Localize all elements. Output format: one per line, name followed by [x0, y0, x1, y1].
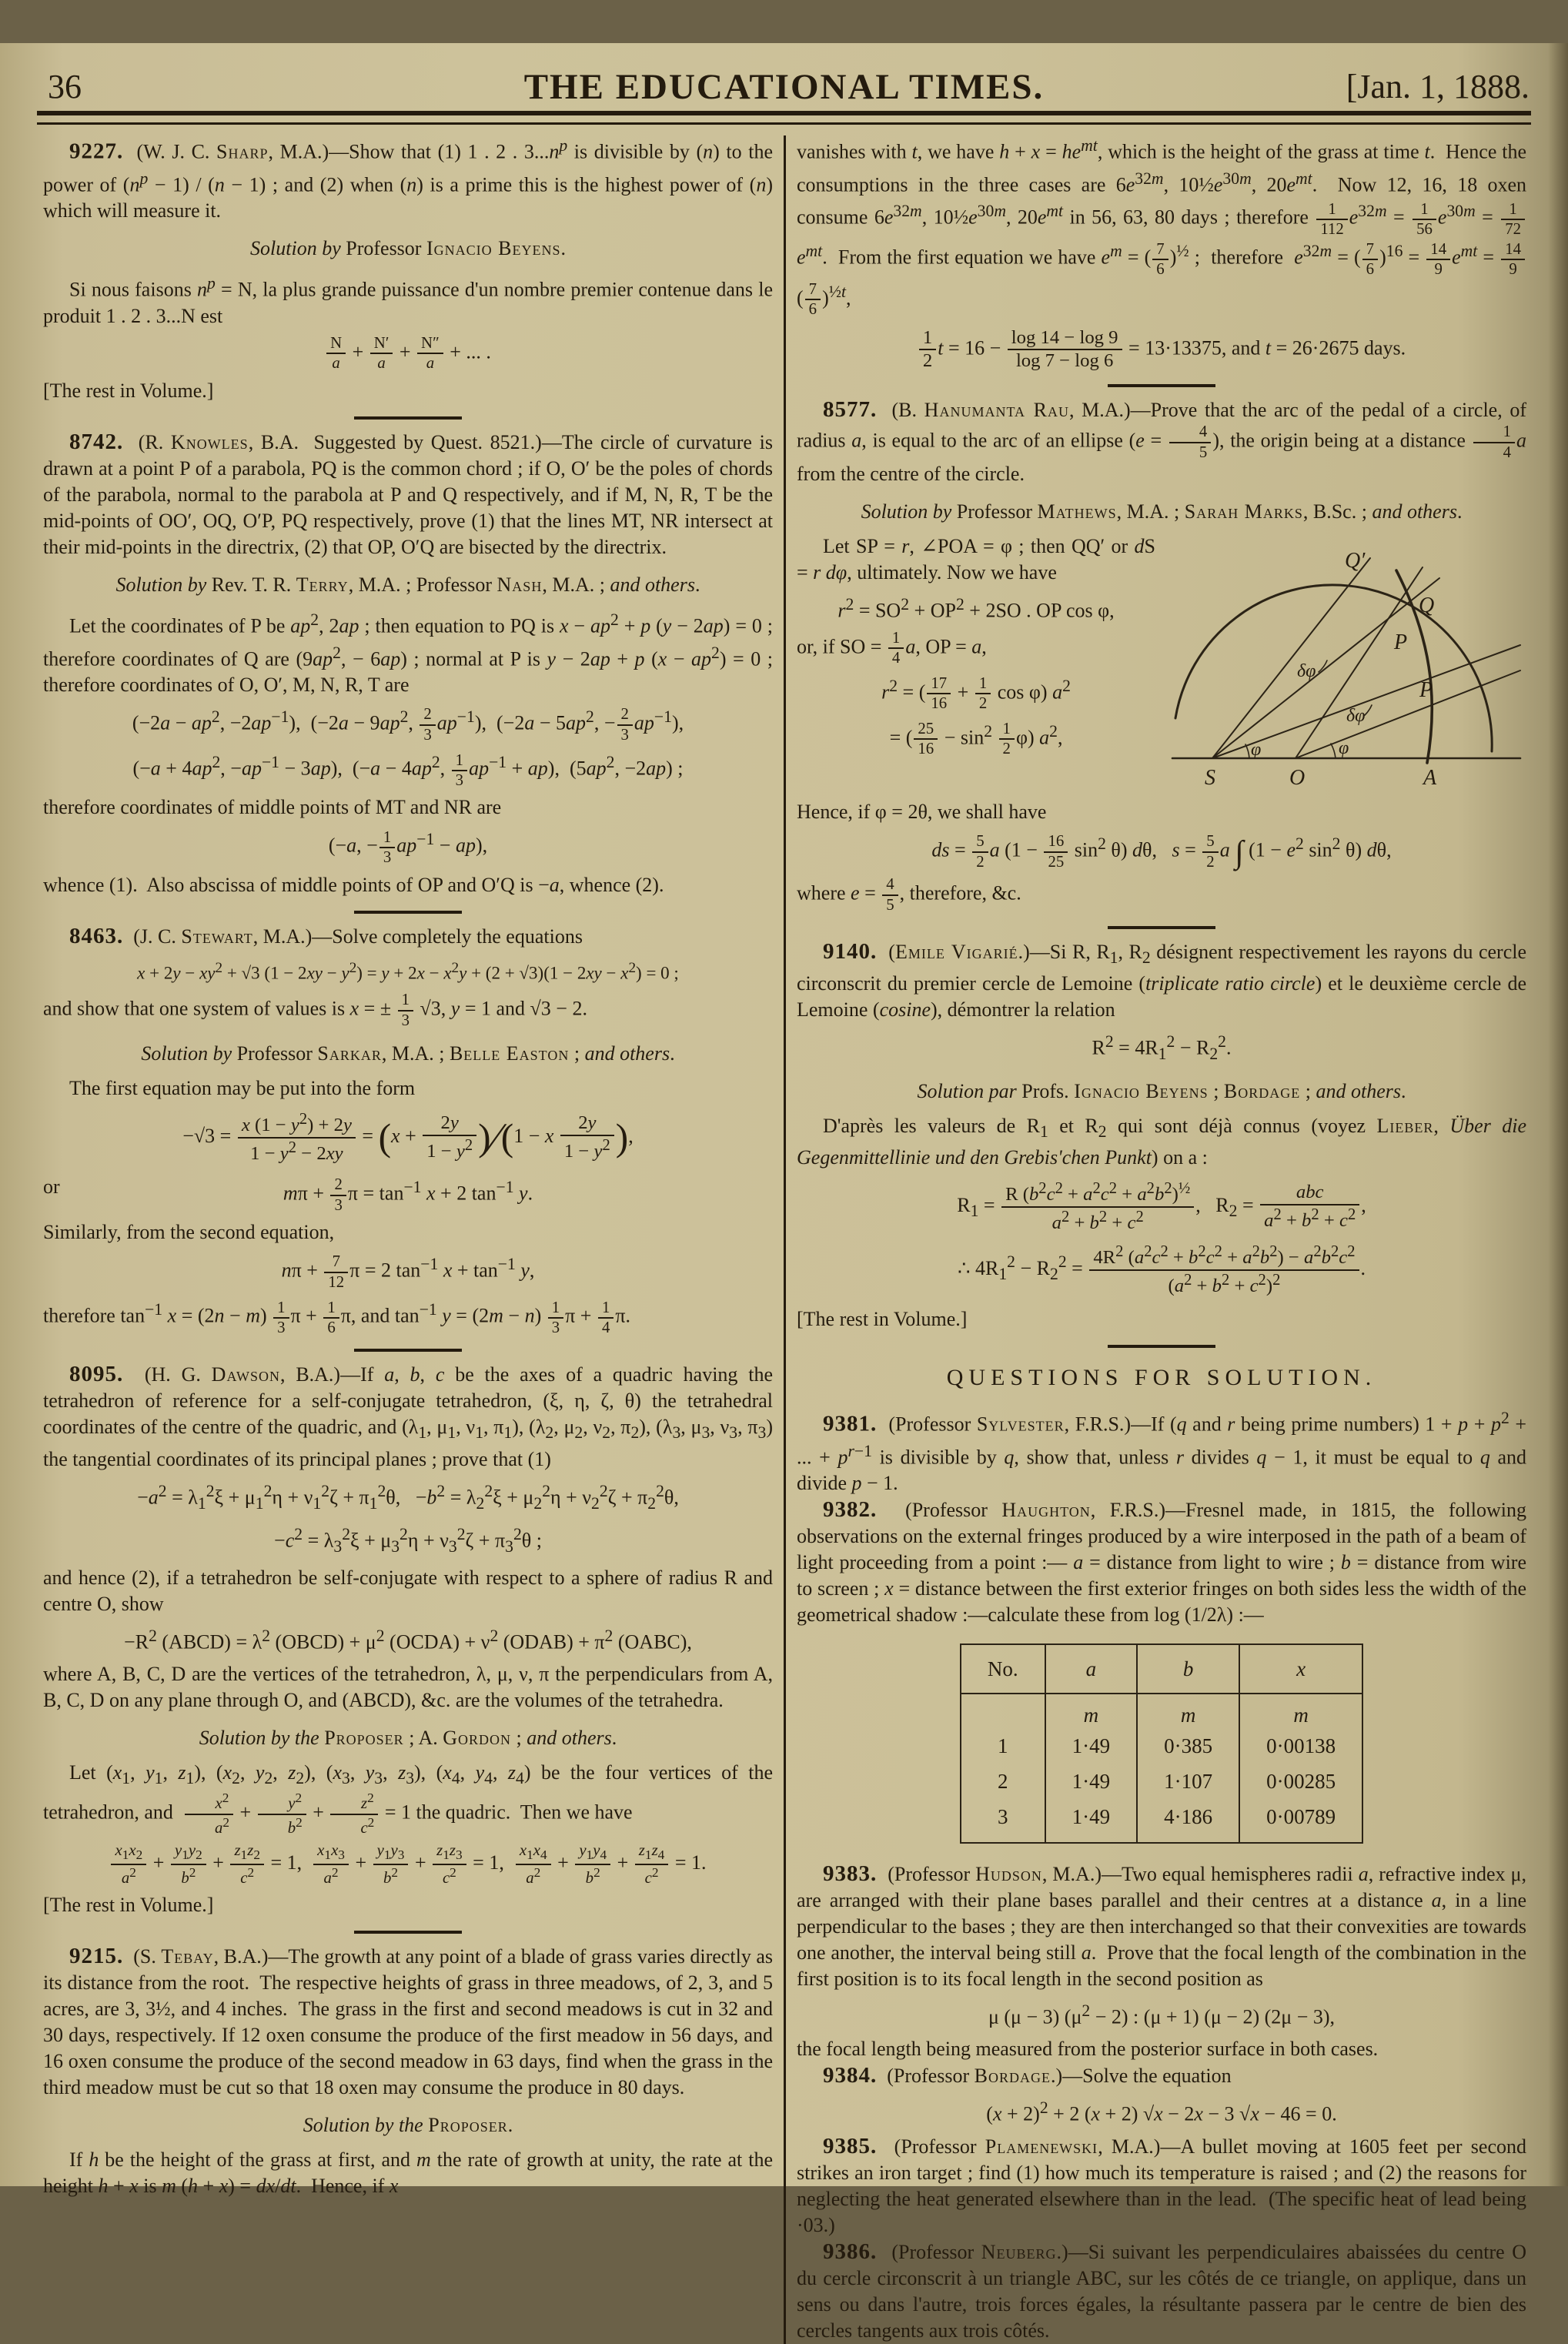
- table-cell: 0·385: [1137, 1728, 1239, 1764]
- question-paragraph: 9383. (Professor Hudson, M.A.)—Two equal hemispheres radii a, refractive index μ, are arranged with their plane bases parallel and their centres at a distance a, in a line perpendicular to the bases ; they are then interchanged so that their convexities are towards one another, the interval being still a. Prove that the focal length of the combination in the first position is to its focal length in the second position as: [797, 1861, 1526, 1991]
- stacked-fraction: $\frac{x_1x_3}{a^2}$: [313, 1842, 349, 1887]
- body-paragraph: where e = $\frac{4}{5}$ , therefore, &c.: [797, 875, 1021, 914]
- stacked-fraction: $\frac{16}{25}$: [1044, 833, 1068, 871]
- right-column: [797, 132, 1526, 2344]
- stacked-fraction: $\frac{4}{5}$: [882, 876, 898, 914]
- figure-label-q: Q: [1419, 593, 1435, 617]
- math-formula: −√3 = $\frac{x (1 - y^2) + 2y}{1 - y^2 - 2xy}$ = (x + $\frac{2y}{1 - y^2}$ )∕(1 − x $\frac{2y}{1 - y^2}$ ),: [182, 1111, 634, 1165]
- question-number: 9215.: [69, 1944, 124, 1969]
- figure-label-delta-phi-2: δφ: [1346, 705, 1366, 726]
- stacked-fraction: $\frac{z_1z_2}{c^2}$: [230, 1842, 264, 1887]
- stacked-fraction: $\frac{1}{3}$: [398, 991, 413, 1029]
- figure-label-p-upper: P: [1394, 630, 1408, 654]
- table-row: [961, 1764, 1362, 1799]
- person-name: Mathews: [1037, 500, 1117, 523]
- body-paragraph: or, if SO = $\frac{1}{4}$ a, OP = a,: [797, 628, 987, 667]
- section-divider-rule: [43, 1346, 773, 1352]
- question-paragraph: 9384. (Professor Bordage.)—Solve the equation: [823, 2062, 1232, 2088]
- math-formula: $R_1$ = $\frac{R (b^2c^2 + a^2c^2 + a^2b^2)^{\frac{1}{2}}}{a^2 + b^2 + c^2}$ , $R_2$ = abc $a^2 + b^2 + c^2$ ,: [957, 1180, 1366, 1234]
- stacked-fraction: $\frac{5}{2}$: [1202, 833, 1218, 871]
- question-number: 9385.: [823, 2133, 878, 2158]
- question-number: 9384.: [823, 2062, 878, 2088]
- section-divider-rule: [43, 908, 773, 914]
- body-paragraph: Let ($x_1$, $y_1$, $z_1$), ($x_2$, $y_2$, $z_2$), ($x_3$, $y_3$, $z_3$), ($x_4$, $y_4$, $z_4$) be the four vertices of the tetrahedron, and $\frac{x^2}{a^2}$ + $\frac{y^2}{b^2}$ + $\frac{z^2}{c^2}$ = 1 the quadric. Then we have: [43, 1761, 774, 1837]
- table-cell: 0·00789: [1239, 1799, 1362, 1843]
- stacked-fraction: $\frac{x_1x_2}{a^2}$: [111, 1842, 146, 1887]
- question-paragraph: 9140. (Emile Vigarié.)—Si R, $R_1$, $R_2$ désignent respectivement les rayons du cercle circonscrit du premier cercle de Lemoine (triplicate ratio circle) et le deuxième cercle de Lemoine (cosine), démontrer la relation: [797, 939, 1526, 1022]
- person-name: Proposer: [428, 2114, 508, 2137]
- person-name: Belle Easton: [449, 1042, 570, 1065]
- figure-label-s: S: [1205, 765, 1215, 790]
- person-name: Gordon: [443, 1726, 512, 1749]
- person-name: Lieber: [1376, 1115, 1434, 1138]
- math-formula: $x + 2y - xy^2 + √3$ $(1 - 2xy - y^2) = y + 2x - x^2y + (2 + √3)(1 - 2xy - x^2) = 0$ ;: [137, 959, 679, 983]
- stacked-fraction: $\frac{1}{3}$: [273, 1299, 289, 1337]
- question-number: 8742.: [69, 429, 124, 454]
- body-paragraph: Hence, if φ = 2θ, we shall have: [797, 800, 1047, 823]
- table-cell: 0·00138: [1239, 1728, 1362, 1764]
- fresnel-observations-table: [797, 1643, 1526, 1844]
- math-formula: (−a, − $\frac{1}{3}$ $ap^{-1} - ap$),: [328, 828, 488, 867]
- body-paragraph: and hence (2), if a tetrahedron be self-conjugate with respect to a sphere of radius R and centre O, show: [43, 1567, 773, 1616]
- unit-cell: m: [1045, 1694, 1138, 1728]
- stacked-fraction: $\frac{1}{3}$: [379, 829, 395, 867]
- stacked-fraction: $\frac{x_1x_4}{a^2}$: [516, 1842, 551, 1887]
- stacked-fraction: $\frac{1}{56}$: [1413, 201, 1436, 239]
- stacked-fraction: $\frac{N'}{a}$: [370, 335, 393, 373]
- body-paragraph: therefore coordinates of middle points of MT and NR are: [43, 796, 502, 819]
- figure-label-q-prime: Q′: [1345, 548, 1366, 573]
- question-paragraph: 9385. (Professor Plamenewski, M.A.)—A bullet moving at 1605 feet per second strikes an iron target ; find (1) how much its temperature is raised ; and (2) the reasons for neglecting the heat generated elsewhere than in the lead. (The specific heat of lead being ·03.): [797, 2133, 1526, 2236]
- stacked-fraction: $\frac{17}{16}$: [927, 675, 951, 713]
- stacked-fraction: $\frac{z_1z_4}{c^2}$: [635, 1842, 669, 1887]
- body-paragraph: whence (1). Also abscissa of middle points of OP and O′Q is −a, whence (2).: [43, 873, 664, 896]
- person-name: Dawson: [211, 1363, 281, 1386]
- stacked-fraction: $\frac{1}{6}$: [323, 1299, 339, 1337]
- solution-attribution: Solution by Rev. T. R. Terry, M.A. ; Professor Nash, M.A. ; and others.: [115, 573, 700, 596]
- question-paragraph: 9227. (W. J. C. Sharp, M.A.)—Show that (1) 1 . 2 . $3...n^p$ is divisible by (n) to the power of $(n^p - 1) / (n - 1)$ ; and (2) when (n) is a prime this is the highest power of (n) which will measure it.: [43, 136, 773, 222]
- page-header: [0, 43, 1568, 107]
- stacked-fraction: $\frac{14}{9}$: [1426, 241, 1450, 279]
- question-paragraph: 9215. (S. Tebay, B.A.)—The growth at any point of a blade of grass varies directly as its distance from the root. The respective heights of grass in three meadows, of 2, 3, and 5 acres, are 3, 3½, and 4 inches. The grass in the first and second meadows is cut in 32 and 30 days, respectively. If 12 oxen consume the produce of the first meadow in 56 days, and 16 oxen consume the produce of the second meadow in 63 days, find when the grass in the third meadow must be cut so that 18 oxen may consume the produce in 80 days.: [43, 1944, 773, 2099]
- body-paragraph: If h be the height of the grass at first, and m the rate of growth at unity, the rate at the height h + x is m (h + x) = dx/dt. Hence, if x: [43, 2148, 773, 2198]
- section-divider-rule: [43, 413, 773, 420]
- person-name: Proposer: [324, 1726, 404, 1749]
- question-paragraph: 8463. (J. C. Stewart, M.A.)—Solve completely the equations: [69, 923, 583, 948]
- body-paragraph: The first equation may be put into the form: [69, 1077, 416, 1100]
- body-paragraph: the focal length being measured from the posterior surface in both cases.: [797, 2037, 1379, 2060]
- stacked-fraction: $\frac{7}{6}$: [1152, 241, 1168, 279]
- left-column: [43, 132, 773, 2199]
- stacked-fraction: $\frac{7}{6}$: [1362, 241, 1378, 279]
- person-name: Sarah Marks: [1184, 500, 1303, 523]
- person-name: Ignacio Beyens: [1074, 1080, 1209, 1103]
- stacked-fraction: $\frac{1}{2}$: [999, 721, 1015, 758]
- table-cell: 4·186: [1137, 1799, 1239, 1843]
- person-name: Tebay: [161, 1945, 214, 1968]
- person-name: Hudson: [975, 1863, 1042, 1886]
- stacked-fraction: $\frac{1}{2}$: [975, 675, 991, 713]
- math-formula: ∴ $4R_1^2 - R_2^2$ = $\frac{4R^2 (a^2c^2 + b^2c^2 + a^2b^2) - a^2b^2c^2}{(a^2 + b^2 + c^2)^2}$ .: [957, 1243, 1366, 1297]
- math-formula: $R^2 = 4R_1^2 - R_2^2$.: [1092, 1032, 1232, 1064]
- person-name: Ignacio Beyens: [426, 237, 561, 260]
- person-name: Knowles: [170, 430, 249, 453]
- issue-date: [Jan. 1, 1888.: [1346, 68, 1530, 105]
- stacked-fraction: $\frac{1}{2}$: [919, 328, 936, 372]
- questions-for-solution-heading: QUESTIONS FOR SOLUTION.: [946, 1364, 1377, 1390]
- stacked-fraction: abc $a^2 + b^2 + c^2$: [1260, 1182, 1359, 1232]
- table-cell: 1·107: [1137, 1764, 1239, 1799]
- stacked-fraction: $\frac{1}{72}$: [1501, 201, 1525, 239]
- table-cell: 1: [998, 1734, 1008, 1758]
- math-formula: $r^2 = SO^2 + OP^2 + 2SO$ . OP cos φ,: [837, 594, 1115, 622]
- body-paragraph: [The rest in Volume.]: [43, 379, 214, 402]
- journal-page: [0, 43, 1568, 2342]
- question-number: 8577.: [823, 397, 878, 423]
- stacked-fraction: $\frac{1}{112}$: [1316, 201, 1347, 239]
- table-header: No.: [961, 1644, 1045, 1694]
- stacked-fraction: $\frac{1}{3}$: [452, 752, 467, 790]
- person-name: Sylvester: [976, 1413, 1065, 1436]
- person-name: Terry: [296, 573, 349, 596]
- stacked-fraction: $\frac{2}{3}$: [330, 1176, 346, 1214]
- section-divider-rule: [797, 381, 1526, 387]
- table-cell: 1·49: [1045, 1799, 1138, 1843]
- solution-attribution: Solution by Professor Ignacio Beyens.: [250, 237, 566, 260]
- question-number: 9227.: [69, 139, 124, 164]
- stacked-fraction: $\frac{z^2}{c^2}$: [330, 1791, 378, 1837]
- question-paragraph: 9382. (Professor Haughton, F.R.S.)—Fresnel made, in 1815, the following observations on the external fringes produced by a wire interposed in the path of a beam of light proceeding from a point :— a = distance from light to wire ; b = distance from wire to screen ; x = distance between the first exterior fringes on both sides less the width of the geometrical shadow :—calculate these from log (1/2λ) :—: [797, 1497, 1527, 1627]
- body-paragraph: D'après les valeurs de $R_1$ et $R_2$ qui sont déjà connus (voyez Lieber, Über die Gegenmittellinie und den Grebis'chen Punkt) on a :: [797, 1115, 1527, 1169]
- question-number: 8095.: [69, 1362, 124, 1387]
- stacked-fraction: $\frac{1}{4}$: [1473, 423, 1515, 461]
- stacked-fraction: $\frac{y_1y_4}{b^2}$: [575, 1842, 610, 1887]
- solution-attribution: Solution by the Proposer.: [303, 2114, 513, 2137]
- stacked-fraction: $\frac{2}{3}$: [617, 706, 633, 744]
- solution-attribution: Solution by Professor Sarkar, M.A. ; Belle Easton ; and others.: [141, 1042, 675, 1065]
- table-header: a: [1045, 1644, 1138, 1694]
- math-formula: or mπ + $\frac{2}{3}$ $\pi = \tan^{-1} x + 2$ $\tan^{-1} y$.: [43, 1175, 533, 1214]
- page-title: THE EDUCATIONAL TIMES.: [523, 67, 1045, 107]
- math-formula: $\frac{N}{a}$ + $\frac{N'}{a}$ + $\frac{N''}{a}$ + ... .: [43, 335, 773, 373]
- header-double-rule: [37, 111, 1531, 125]
- stacked-fraction: $\frac{z_1z_3}{c^2}$: [433, 1842, 466, 1887]
- body-paragraph: Si nous faisons $n^p = N$, la plus grande puissance d'un nombre premier contenue dans le produit 1 . 2 . 3...N est: [43, 274, 773, 327]
- unit-cell: m: [1239, 1694, 1362, 1728]
- math-formula: ($-2a - ap^2$, $-2ap^{-1}$), ($-2a - 9ap^2$, $\frac{2}{3}$ $ap^{-1}$), ($-2a - 5ap^2$, − $\frac{2}{3}$ $ap^{-1}$),: [132, 705, 684, 744]
- stacked-fraction: $\frac{2}{3}$: [420, 706, 435, 744]
- table-cell: 1·49: [1045, 1764, 1138, 1799]
- body-paragraph: Let the coordinates of P be $ap^2$, 2ap ; then equation to PQ is $x - ap^2 + p$ (y − 2ap) = 0 ; therefore coordinates of Q are ($9ap^2$, − 6ap) ; normal at P is y − 2ap + p $(x - ap^2) = 0$ ; therefore coordinates of O, O′, M, N, R, T are: [43, 610, 773, 697]
- math-formula: μ (μ − 3) $(\mu^2 - 2)$ : (μ + 1) (μ − 2) (2μ − 3),: [988, 2001, 1336, 2028]
- stacked-fraction: $\frac{1}{3}$: [548, 1299, 563, 1337]
- stacked-fraction: $\frac{\log 14 - \log 9}{\log 7 - \log 6}$: [1008, 328, 1122, 372]
- body-paragraph: Let SP = r, ∠POA = φ ; then QQ′ or dS = r dφ, ultimately. Now we have: [797, 534, 1155, 583]
- stacked-fraction: $\frac{1}{4}$: [888, 630, 904, 667]
- person-name: Bordage: [1223, 1080, 1301, 1103]
- figure-label-p-lower: P: [1419, 677, 1433, 702]
- formula-lead-word: or: [43, 1175, 60, 1198]
- figure-label-o: O: [1289, 765, 1306, 790]
- stacked-fraction: $\frac{14}{9}$: [1501, 241, 1525, 279]
- question-number: 9383.: [823, 1861, 878, 1887]
- figure-label-phi-o: φ: [1339, 737, 1349, 758]
- person-name: Sarkar: [317, 1042, 382, 1065]
- person-name: Hanumanta Rau: [924, 399, 1069, 422]
- question-number: 9140.: [823, 939, 878, 965]
- stacked-fraction: $\frac{y^2}{b^2}$: [258, 1791, 306, 1837]
- question-paragraph: 8095. (H. G. Dawson, B.A.)—If a, b, c be the axes of a quadric having the tetrahedron of reference for a self-conjugate tetrahedron, (ξ, η, ζ, θ) the tetrahedral coordinates of the centre of the quadric, and ($\lambda_1$, $\mu_1$, $\nu_1$, $\pi_1$), ($\lambda_2$, $\mu_2$, $\nu_2$, $\pi_2$), ($\lambda_3$, $\mu_3$, $\nu_3$, $\pi_3$) the tangential coordinates of its principal planes ; prove that (1): [43, 1362, 774, 1470]
- stacked-fraction: $\frac{7}{6}$: [805, 281, 821, 319]
- solution-attribution: Solution by the Proposer ; A. Gordon ; and others.: [199, 1726, 617, 1749]
- stacked-fraction: $\frac{25}{16}$: [914, 721, 938, 758]
- stacked-fraction: $\frac{4}{5}$: [1169, 423, 1211, 461]
- table-cell: 1·49: [1045, 1728, 1138, 1764]
- math-formula: $\frac{x_1x_2}{a^2}$ + $\frac{y_1y_2}{b^2}$ + $\frac{z_1z_2}{c^2}$ = 1, $\frac{x_1x_3}{a^2}$ + $\frac{y_1y_3}{b^2}$ + $\frac{z_1z_3}{c^2}$ = 1, $\frac{x_1x_4}{a^2}$ + $\frac{y_1y_4}{b^2}$ + $\frac{z_1z_4}{c^2}$ = 1.: [43, 1842, 773, 1887]
- body-paragraph: and show that one system of values is x = ± $\frac{1}{3}$ √3, y = 1 and √3 − 2.: [43, 991, 587, 1029]
- body-paragraph: Similarly, from the second equation,: [43, 1221, 335, 1244]
- math-formula: $(x + 2)^2 + 2$ (x + 2) √x − 2x − 3 √x − 46 = 0.: [986, 2098, 1337, 2125]
- table-header: x: [1239, 1644, 1362, 1694]
- stacked-fraction: $\frac{7}{12}$: [324, 1253, 348, 1291]
- math-formula: ($-a + 4ap^2$, $-ap^{-1} - 3ap$), ($-a - 4ap^2$, $\frac{1}{3}$ $ap^{-1} + ap$), ($5ap^2$, −2ap) ;: [132, 751, 684, 790]
- figure-label-phi-s: φ: [1251, 739, 1262, 760]
- table-cell: 0·00285: [1239, 1764, 1362, 1799]
- math-formula: $-R^2$ (ABCD) = $\lambda^2$ (OBCD) + $\mu^2$ (OCDA) + $\nu^2$ (ODAB) + $\pi^2$ (OABC),: [124, 1627, 692, 1654]
- table-header: b: [1137, 1644, 1239, 1694]
- person-name: Plamenewski: [985, 2135, 1098, 2158]
- body-paragraph: [The rest in Volume.]: [797, 1307, 968, 1330]
- stacked-fraction: $\frac{R (b^2c^2 + a^2c^2 + a^2b^2)^{\frac{1}{2}}}{a^2 + b^2 + c^2}$: [1001, 1180, 1194, 1234]
- units-row: [961, 1694, 1362, 1728]
- person-name: Emile Vigarié: [894, 941, 1018, 964]
- question-paragraph: 8577. (B. Hanumanta Rau, M.A.)—Prove that the arc of the pedal of a circle, of radius a, is equal to the arc of an ellipse (e = $\frac{4}{5}$ ), the origin being at a distance $\frac{1}{4}$ a from the centre of the circle.: [797, 397, 1527, 485]
- stacked-fraction: $\frac{x (1 - y^2) + 2y}{1 - y^2 - 2xy}$: [238, 1111, 356, 1165]
- stacked-fraction: $\frac{N}{a}$: [326, 335, 346, 373]
- stacked-fraction: $\frac{x^2}{a^2}$: [185, 1791, 233, 1837]
- unit-cell: [961, 1694, 1045, 1728]
- section-divider-rule: [797, 923, 1526, 929]
- solution-attribution: Solution par Profs. Ignacio Beyens ; Bordage ; and others.: [917, 1080, 1406, 1103]
- person-name: Neuberg: [981, 2240, 1057, 2263]
- math-formula: = ( $\frac{25}{16}$ − $\sin^2$ $\frac{1}{2}$ φ) $a^2$,: [889, 719, 1063, 758]
- body-paragraph: [The rest in Volume.]: [43, 1894, 214, 1917]
- stacked-fraction: $\frac{2y}{1 - y^2}$: [560, 1113, 614, 1162]
- table-cell: 2: [998, 1770, 1008, 1794]
- stacked-fraction: $\frac{2y}{1 - y^2}$: [423, 1113, 476, 1162]
- math-formula: $-c^2 = \lambda_3^2\xi + \mu_3^2\eta + \nu_3^2\zeta + \pi_3^2\theta$ ;: [274, 1525, 542, 1557]
- section-divider-rule: [43, 1928, 773, 1934]
- person-name: Sharp: [216, 140, 269, 163]
- question-paragraph: 9381. (Professor Sylvester, F.R.S.)—If (q and r being prime numbers) $1 + p + p^2$ + ... + $p^{r-1}$ is divisible by q, show that, unless r divides q − 1, it must be equal to q and divide p − 1.: [797, 1408, 1527, 1495]
- math-formula: ds = $\frac{5}{2}$ a (1 − $\frac{16}{25}$ $\sin^2 \theta$) dθ, s = $\frac{5}{2}$ a ∫ ($1 - e^2$ $\sin^2 \theta$) dθ,: [931, 832, 1392, 871]
- stacked-fraction: $\frac{5}{2}$: [972, 833, 988, 871]
- table-row: [961, 1799, 1362, 1843]
- stacked-fraction: $\frac{4R^2 (a^2c^2 + b^2c^2 + a^2b^2) - a^2b^2c^2}{(a^2 + b^2 + c^2)^2}$: [1089, 1243, 1359, 1297]
- math-formula: $-a^2 = \lambda_1^2\xi + \mu_1^2\eta + \nu_1^2\zeta + \pi_1^2\theta$, $-b^2 = \lambda_2^2\xi + \mu_2^2\eta + \nu_2^2\zeta + \pi_2^2\theta$,: [137, 1481, 679, 1513]
- math-formula: $\frac{1}{2}$ t = 16 − $\frac{\log 14 - \log 9}{\log 7 - \log 6}$ = 13·13375, and t = 26·2675 days.: [797, 328, 1526, 372]
- body-paragraph: where A, B, C, D are the vertices of the tetrahedron, λ, μ, ν, π the perpendiculars from A, B, C, D on any plane through O, and (ABCD), &c. are the volumes of the tetrahedra.: [43, 1662, 773, 1711]
- stacked-fraction: $\frac{y_1y_2}{b^2}$: [171, 1842, 206, 1887]
- person-name: Haughton: [1001, 1499, 1091, 1522]
- body-paragraph: therefore $\tan^{-1} x = (2n - m)$ $\frac{1}{3}$ π + $\frac{1}{6}$ π, and $\tan^{-1} y = (2m - n)$ $\frac{1}{3}$ π + $\frac{1}{4}$ π.: [43, 1298, 630, 1336]
- question-paragraph: 9386. (Professor Neuberg.)—Si suivant les perpendiculaires abaissées du centre O du cercle circonscrit à un triangle ABC, sur les côtés de ce triangle, on applique, dans un sens ou dans l'autre, trois forces égales, la résultante passera par le centre de bien des cercles tangents aux trois côtés.: [797, 2239, 1527, 2342]
- body-paragraph: vanishes with t, we have $h + x = he^{mt}$, which is the height of the grass at time t. Hence the consumptions in the three cases are $6e^{32m}$, $10\frac{1}{2}e^{30m}$, $20e^{mt}$. Now 12, 16, 18 oxen consume $6e^{32m}$, $10\frac{1}{2}e^{30m}$, $20e^{mt}$ in 56, 63, 80 days ; therefore $\frac{1}{112}$ $e^{32m}$ = $\frac{1}{56}$ $e^{30m}$ = $\frac{1}{72}$ $e^{mt}$. From the first equation we have $e^m$ = ( $\frac{7}{6}$ )$^{\frac{1}{2}}$ ; therefore $e^{32m}$ = ( $\frac{7}{6}$ )$^{16}$ = $\frac{14}{9}$ $e^{mt}$ = $\frac{14}{9}$ ( $\frac{7}{6}$ )$^{\frac{1}{2}t}$,: [797, 136, 1527, 319]
- figure-label-delta-phi-1: δφ: [1297, 660, 1316, 681]
- person-name: Bordage: [974, 2064, 1051, 2087]
- math-formula: nπ + $\frac{7}{12}$ π = 2 $\tan^{-1} x + \tan^{-1} y$,: [281, 1252, 535, 1291]
- math-formula: $r^2$ = ( $\frac{17}{16}$ + $\frac{1}{2}$ cos φ) $a^2$: [881, 674, 1071, 713]
- question-number: 8463.: [69, 923, 124, 948]
- solution-attribution: Solution by Professor Mathews, M.A. ; Sarah Marks, B.Sc. ; and others.: [861, 500, 1463, 523]
- question-number: 9381.: [823, 1411, 878, 1436]
- person-name: Nash: [496, 573, 543, 596]
- table-cell: 3: [998, 1805, 1008, 1829]
- question-paragraph: 8742. (R. Knowles, B.A. Suggested by Quest. 8521.)—The circle of curvature is drawn at a point P of a parabola, PQ is the common chord ; if O, O′ be the poles of chords of the parabola, normal to the parabola at P and Q respectively, and if M, N, R, T be the mid-points of OO′, OQ, O′P, PQ respectively, prove (1) that the lines MT, NR intersect at their mid-points in the directrix, (2) that OP, O′Q are bisected by the directrix.: [43, 429, 774, 558]
- question-number: 9386.: [823, 2239, 878, 2264]
- section-divider-rule: [797, 1342, 1526, 1348]
- question-number: 9382.: [823, 1497, 878, 1523]
- data-table: [960, 1643, 1363, 1844]
- stacked-fraction: $\frac{N''}{a}$: [417, 335, 443, 373]
- content-columns: [0, 125, 1568, 2344]
- figure-label-a: A: [1423, 765, 1437, 790]
- stacked-fraction: $\frac{1}{4}$: [598, 1299, 613, 1337]
- page-number: 36: [48, 68, 82, 105]
- table-row: [961, 1728, 1362, 1764]
- person-name: Stewart: [181, 925, 253, 948]
- unit-cell: m: [1137, 1694, 1239, 1728]
- stacked-fraction: $\frac{y_1y_3}{b^2}$: [373, 1842, 409, 1887]
- column-divider: [784, 135, 786, 2344]
